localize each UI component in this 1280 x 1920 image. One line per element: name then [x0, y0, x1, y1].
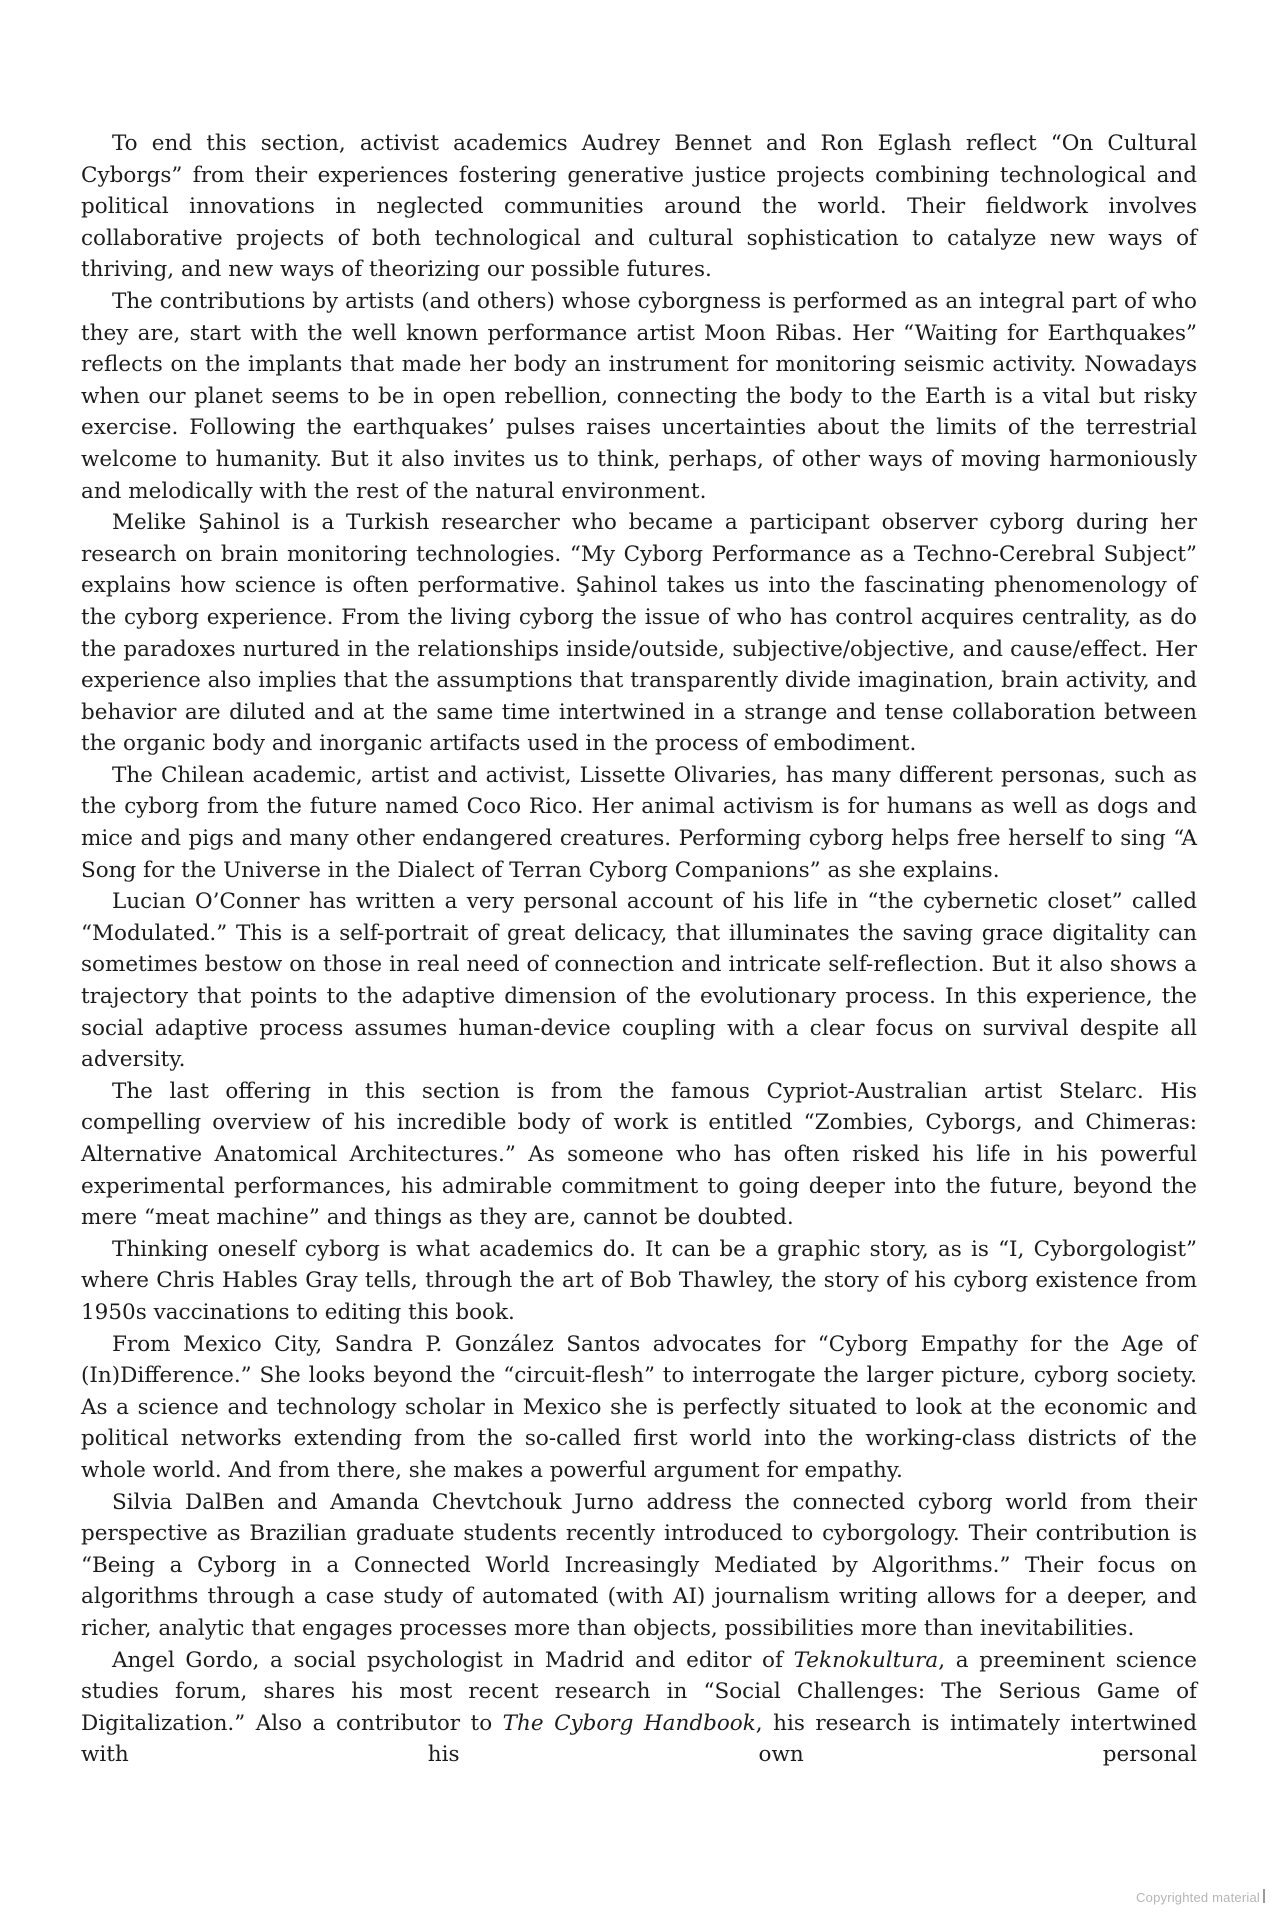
paragraph [81, 886, 1197, 1076]
watermark-divider [1263, 1889, 1265, 1903]
paragraph [81, 1487, 1197, 1645]
text-run: Lucian O’Conner has written a very personal account of his life in “the cybernetic closet” called “Modulated.” This is a self-portrait of great delicacy, that illuminates the saving grace digitality can sometimes bestow on those in real need of connection and intricate self-reflection. But it also shows a trajectory that points to the adaptive dimension of the evolutionary process. In this experience, the social adaptive process assumes human-device coupling with a clear focus on survival despite all adversity. [81, 889, 1197, 1073]
text-run: Silvia DalBen and Amanda Chevtchouk Jurno address the connected cyborg world from their perspective as Brazilian graduate students recently introduced to cyborgology. Their contribution is “Being a Cyborg in a Connected World Increasingly Mediated by Algorithms.” Their focus on algorithms through a case study of automated (with AI) journalism writing allows for a deeper, and richer, analytic that engages processes more than objects, possibilities more than inevitabilities. [81, 1489, 1197, 1641]
text-run: From Mexico City, Sandra P. González Santos advocates for “Cyborg Empathy for the Age of (In)Difference.” She looks beyond the “circuit-flesh” to interrogate the larger picture, cyborg society. As a science and technology scholar in Mexico she is perfectly situated to look at the economic and political networks extending from the so-called first world into the working-class districts of the whole world. And from there, she makes a powerful argument for empathy. [81, 1331, 1197, 1483]
text-run: The contributions by artists (and others) whose cyborgness is performed as an integral part of who they are, start with the well known performance artist Moon Ribas. Her “Waiting for Earthquakes” reflects on the implants that made her body an instrument for monitoring seismic activity. Nowadays when our planet seems to be in open rebellion, connecting the body to the Earth is a vital but risky exercise. Following the earthquakes’ pulses raises uncertainties about the limits of the terrestrial welcome to humanity. But it also invites us to think, perhaps, of other ways of moving harmoniously and melodically with the rest of the natural environment. [81, 288, 1197, 504]
text-run: Melike Şahinol is a Turkish researcher who became a participant observer cyborg during her research on brain monitoring technologies. “My Cyborg Performance as a Techno-Cerebral Subject” explains how science is often performative. Şahinol takes us into the fascinating phenomenology of the cyborg experience. From the living cyborg the issue of who has control acquires centrality, as do the paradoxes nurtured in the relationships inside/outside, subjective/objective, and cause/effect. Her experience also implies that the assumptions that transparently divide imagination, brain activity, and behavior are diluted and at the same time intertwined in a strange and tense collaboration between the organic body and inorganic artifacts used in the process of embodiment. [81, 510, 1197, 757]
paragraph [81, 1234, 1197, 1329]
copyright-watermark: Copyrighted material [1136, 1890, 1260, 1905]
text-run: , his research is intimately intertwined with his own personal [81, 1710, 1197, 1768]
italic-title: Teknokultura [793, 1647, 939, 1673]
text-run: Thinking oneself cyborg is what academics do. It can be a graphic story, as is “I, Cyborgologist” where Chris Hables Gray tells, through the art of Bob Thawley, the story of his cyborg existence from 1950s vaccinations to editing this book. [81, 1236, 1197, 1325]
italic-title: The Cyborg Handbook [502, 1710, 756, 1736]
paragraph [81, 1076, 1197, 1234]
paragraph [81, 1645, 1197, 1771]
text-run: Angel Gordo, a social psychologist in Madrid and editor of [112, 1647, 794, 1673]
text-run: To end this section, activist academics Audrey Bennet and Ron Eglash reflect “On Cultural Cyborgs” from their experiences fostering generative justice projects combining technological and political innovations in neglected communities around the world. Their fieldwork involves collaborative projects of both technological and cultural sophistication to catalyze new ways of thriving, and new ways of theorizing our possible futures. [81, 131, 1197, 283]
text-run: The Chilean academic, artist and activist, Lissette Olivaries, has many different personas, such as the cyborg from the future named Coco Rico. Her animal activism is for humans as well as dogs and mice and pigs and many other endangered creatures. Performing cyborg helps free herself to sing “A Song for the Universe in the Dialect of Terran Cyborg Companions” as she explains. [81, 762, 1197, 883]
paragraph [81, 286, 1197, 507]
text-run: , a preeminent science studies forum, shares his most recent research in “Social Challenges: The Serious Game of Digitalization.” Also a contributor to [81, 1647, 1198, 1736]
paragraph [81, 507, 1197, 760]
body-text [81, 128, 1197, 1771]
paragraph [81, 128, 1197, 286]
text-run: The last offering in this section is from the famous Cypriot-Australian artist Stelarc. His compelling overview of his incredible body of work is entitled “Zombies, Cyborgs, and Chimeras: Alternative Anatomical Architectures.” As someone who has often risked his life in his powerful experimental performances, his admirable commitment to going deeper into the future, beyond the mere “meat machine” and things as they are, cannot be doubted. [81, 1078, 1197, 1231]
paragraph [81, 760, 1197, 886]
paragraph [81, 1329, 1197, 1487]
